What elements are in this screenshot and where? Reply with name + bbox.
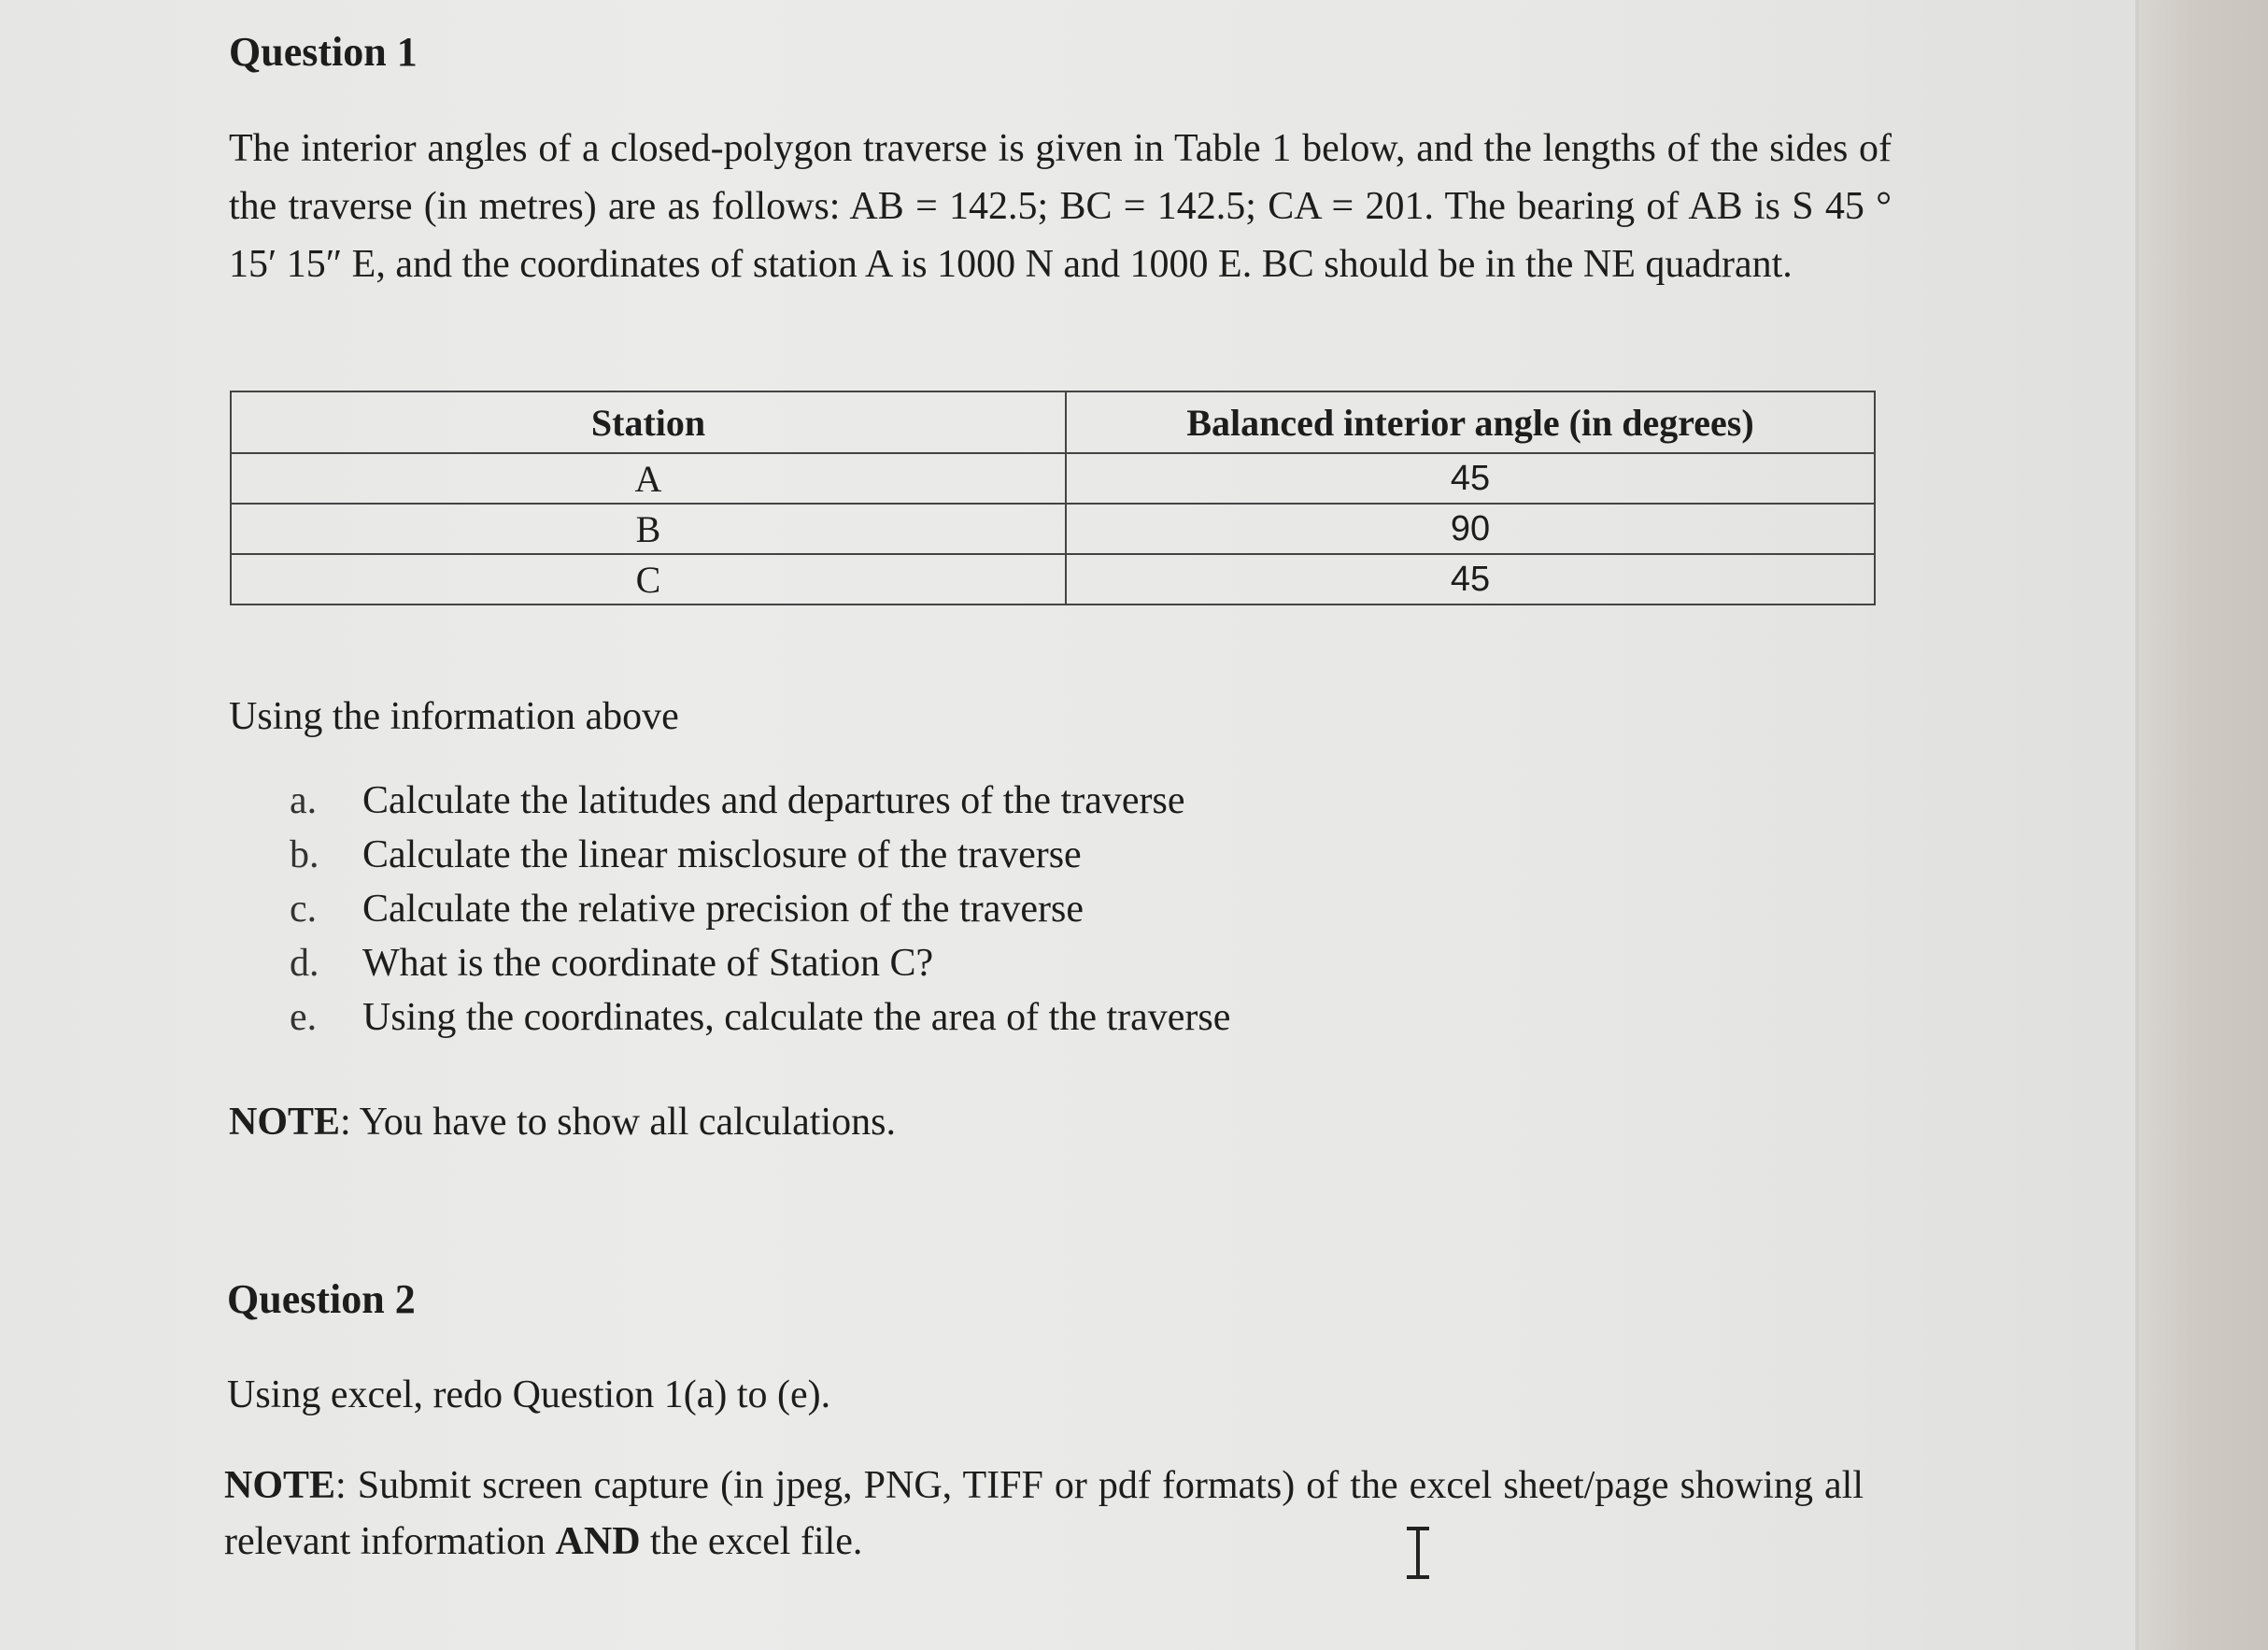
note-emphasis: AND (555, 1520, 641, 1563)
list-item (290, 828, 1230, 882)
question-1-intro: The interior angles of a closed-polygon traverse is given in Table 1 below, and the lengths of the sides of the traverse (in metres) are as follows: AB = 142.5; BC = 142.5; CA = 201. The bearing of AB is S 45 ° 15′ 15″ E, and the coordinates of station A is 1000 N and 1000 E. BC should be in the NE quadrant. (229, 127, 1892, 286)
list-item (290, 936, 1230, 990)
question-1-note (229, 1093, 896, 1151)
note-label: NOTE (229, 1101, 341, 1144)
table-row (231, 554, 1875, 605)
note-label: NOTE (224, 1464, 336, 1507)
list-item (290, 774, 1230, 828)
note-text-end: the excel file. (640, 1520, 863, 1563)
table-cell-angle: 45 (1066, 554, 1875, 605)
list-item (290, 882, 1230, 936)
task-letter: e. (290, 996, 318, 1039)
list-item (290, 990, 1230, 1045)
task-text: Using the coordinates, calculate the area of the traverse (362, 996, 1231, 1039)
task-letter: b. (290, 833, 319, 876)
task-text: What is the coordinate of Station C? (362, 942, 934, 985)
question-1-heading: Question 1 (229, 29, 418, 75)
question-2-note (224, 1458, 1864, 1570)
task-letter: c. (290, 888, 318, 931)
table-row (231, 504, 1875, 554)
task-text: Calculate the linear misclosure of the traverse (362, 833, 1082, 876)
page-shadow (2139, 0, 2268, 1650)
table-cell-angle: 90 (1066, 504, 1875, 554)
table-header-station: Station (231, 391, 1066, 453)
table-header-row (231, 391, 1875, 453)
table-header-angle: Balanced interior angle (in degrees) (1066, 391, 1875, 453)
instructions-intro: Using the information above (229, 695, 679, 738)
table-cell-station: C (231, 554, 1066, 605)
question-2-heading: Question 2 (227, 1276, 416, 1322)
note-text: : You have to show all calculations. (340, 1101, 896, 1144)
note-text: : Submit screen capture (in jpeg, PNG, TIFF or pdf formats) of the excel sheet/page showing all relevant information (224, 1464, 1864, 1563)
table-row (231, 453, 1875, 504)
table-cell-station: A (231, 453, 1066, 504)
task-letter: a. (290, 779, 318, 822)
task-text: Calculate the latitudes and departures of the traverse (362, 779, 1185, 822)
task-letter: d. (290, 942, 319, 985)
traverse-angle-table (230, 391, 1876, 605)
question-2-body: Using excel, redo Question 1(a) to (e). (227, 1373, 831, 1416)
text-cursor-icon (1397, 1523, 1439, 1583)
table-cell-station: B (231, 504, 1066, 554)
task-text: Calculate the relative precision of the traverse (362, 888, 1084, 931)
task-list (290, 774, 1230, 1045)
table-cell-angle: 45 (1066, 453, 1875, 504)
